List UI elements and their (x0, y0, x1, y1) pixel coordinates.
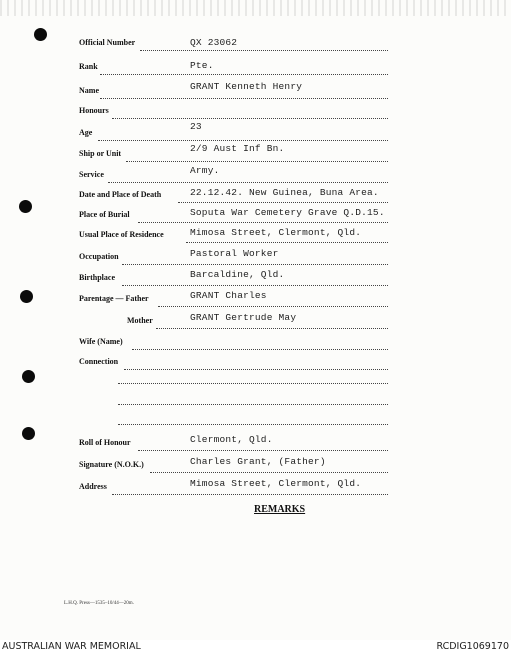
field-service (0, 165, 511, 186)
field-value: Charles Grant, (Father) (190, 456, 326, 467)
fill-line (112, 118, 388, 119)
archive-footer (0, 640, 511, 654)
field-label: Name (79, 86, 99, 95)
field-label: Connection (79, 357, 119, 366)
field-label: Usual Place of Residence (79, 230, 164, 239)
field-label: Service (79, 170, 104, 179)
field-value: 23 (190, 121, 202, 132)
field-label: Mother (127, 316, 153, 325)
field-age (0, 121, 511, 144)
field-value: Pastoral Worker (190, 248, 279, 259)
fill-line (122, 264, 388, 265)
field-name (0, 81, 511, 102)
printer-imprint: L.H.Q. Press—1535–10/44—20m. (64, 601, 134, 606)
fill-line (100, 74, 388, 75)
fill-line (100, 98, 388, 99)
field-value: Army. (190, 165, 220, 176)
field-label: Address (79, 482, 107, 491)
fill-line (138, 222, 388, 223)
field-address (0, 478, 511, 498)
field-label: Age (79, 128, 93, 137)
fill-line (118, 424, 388, 425)
field-label: Ship or Unit (79, 149, 122, 158)
footer-institution: AUSTRALIAN WAR MEMORIAL (2, 641, 141, 652)
field-value: Soputa War Cemetery Grave Q.D.15. (190, 207, 385, 218)
field-label: Occupation (79, 252, 119, 261)
field-signature-nok (0, 456, 511, 476)
field-label: Birthplace (79, 273, 115, 282)
field-value: GRANT Charles (190, 290, 267, 301)
field-wife (0, 337, 511, 353)
field-label: Place of Burial (79, 210, 130, 219)
fill-line (126, 161, 388, 162)
fill-line (158, 306, 388, 307)
field-father (0, 290, 511, 310)
field-label: Honours (79, 106, 109, 115)
field-date-place-of-death (0, 187, 511, 206)
field-value: 22.12.42. New Guinea, Buna Area. (190, 187, 379, 198)
fill-line (178, 202, 388, 203)
field-mother (0, 312, 511, 332)
fill-line (140, 50, 388, 51)
fill-line (150, 472, 388, 473)
field-value: 2/9 Aust Inf Bn. (190, 143, 285, 154)
field-value: Clermont, Qld. (190, 434, 273, 445)
fill-line (112, 494, 388, 495)
field-ship-or-unit (0, 143, 511, 165)
scan-edge-noise (0, 0, 511, 16)
field-occupation (0, 248, 511, 268)
fill-line (108, 182, 388, 183)
fill-line (132, 349, 388, 350)
field-value: Barcaldine, Qld. (190, 269, 285, 280)
field-value: Pte. (190, 60, 214, 71)
field-roll-of-honour (0, 434, 511, 454)
field-official-number (0, 38, 511, 54)
field-value: GRANT Gertrude May (190, 312, 297, 323)
fill-line (98, 140, 388, 141)
fill-line (186, 242, 388, 243)
field-label: Signature (N.O.K.) (79, 460, 144, 469)
field-value: Mimosa Street, Clermont, Qld. (190, 227, 362, 238)
field-label: Rank (79, 62, 98, 71)
field-birthplace (0, 269, 511, 289)
fill-line (122, 285, 388, 286)
field-place-of-burial (0, 207, 511, 226)
fill-line (118, 404, 388, 405)
fill-line (118, 383, 388, 384)
field-label: Roll of Honour (79, 438, 131, 447)
field-value: Mimosa Street, Clermont, Qld. (190, 478, 362, 489)
fill-line (124, 369, 388, 370)
field-label: Wife (Name) (79, 337, 123, 346)
field-usual-residence (0, 227, 511, 246)
fill-line (138, 450, 388, 451)
footer-record-id: RCDIG1069170 (436, 641, 509, 652)
field-value: QX 23062 (190, 37, 238, 48)
field-label: Date and Place of Death (79, 190, 162, 199)
field-value: GRANT Kenneth Henry (190, 81, 303, 92)
field-label: Parentage — Father (79, 294, 149, 303)
fill-line (156, 328, 388, 329)
field-connection (0, 357, 511, 373)
field-honours (0, 106, 511, 122)
field-rank (0, 62, 511, 78)
field-label: Official Number (79, 38, 136, 47)
remarks-heading: REMARKS (254, 504, 306, 515)
